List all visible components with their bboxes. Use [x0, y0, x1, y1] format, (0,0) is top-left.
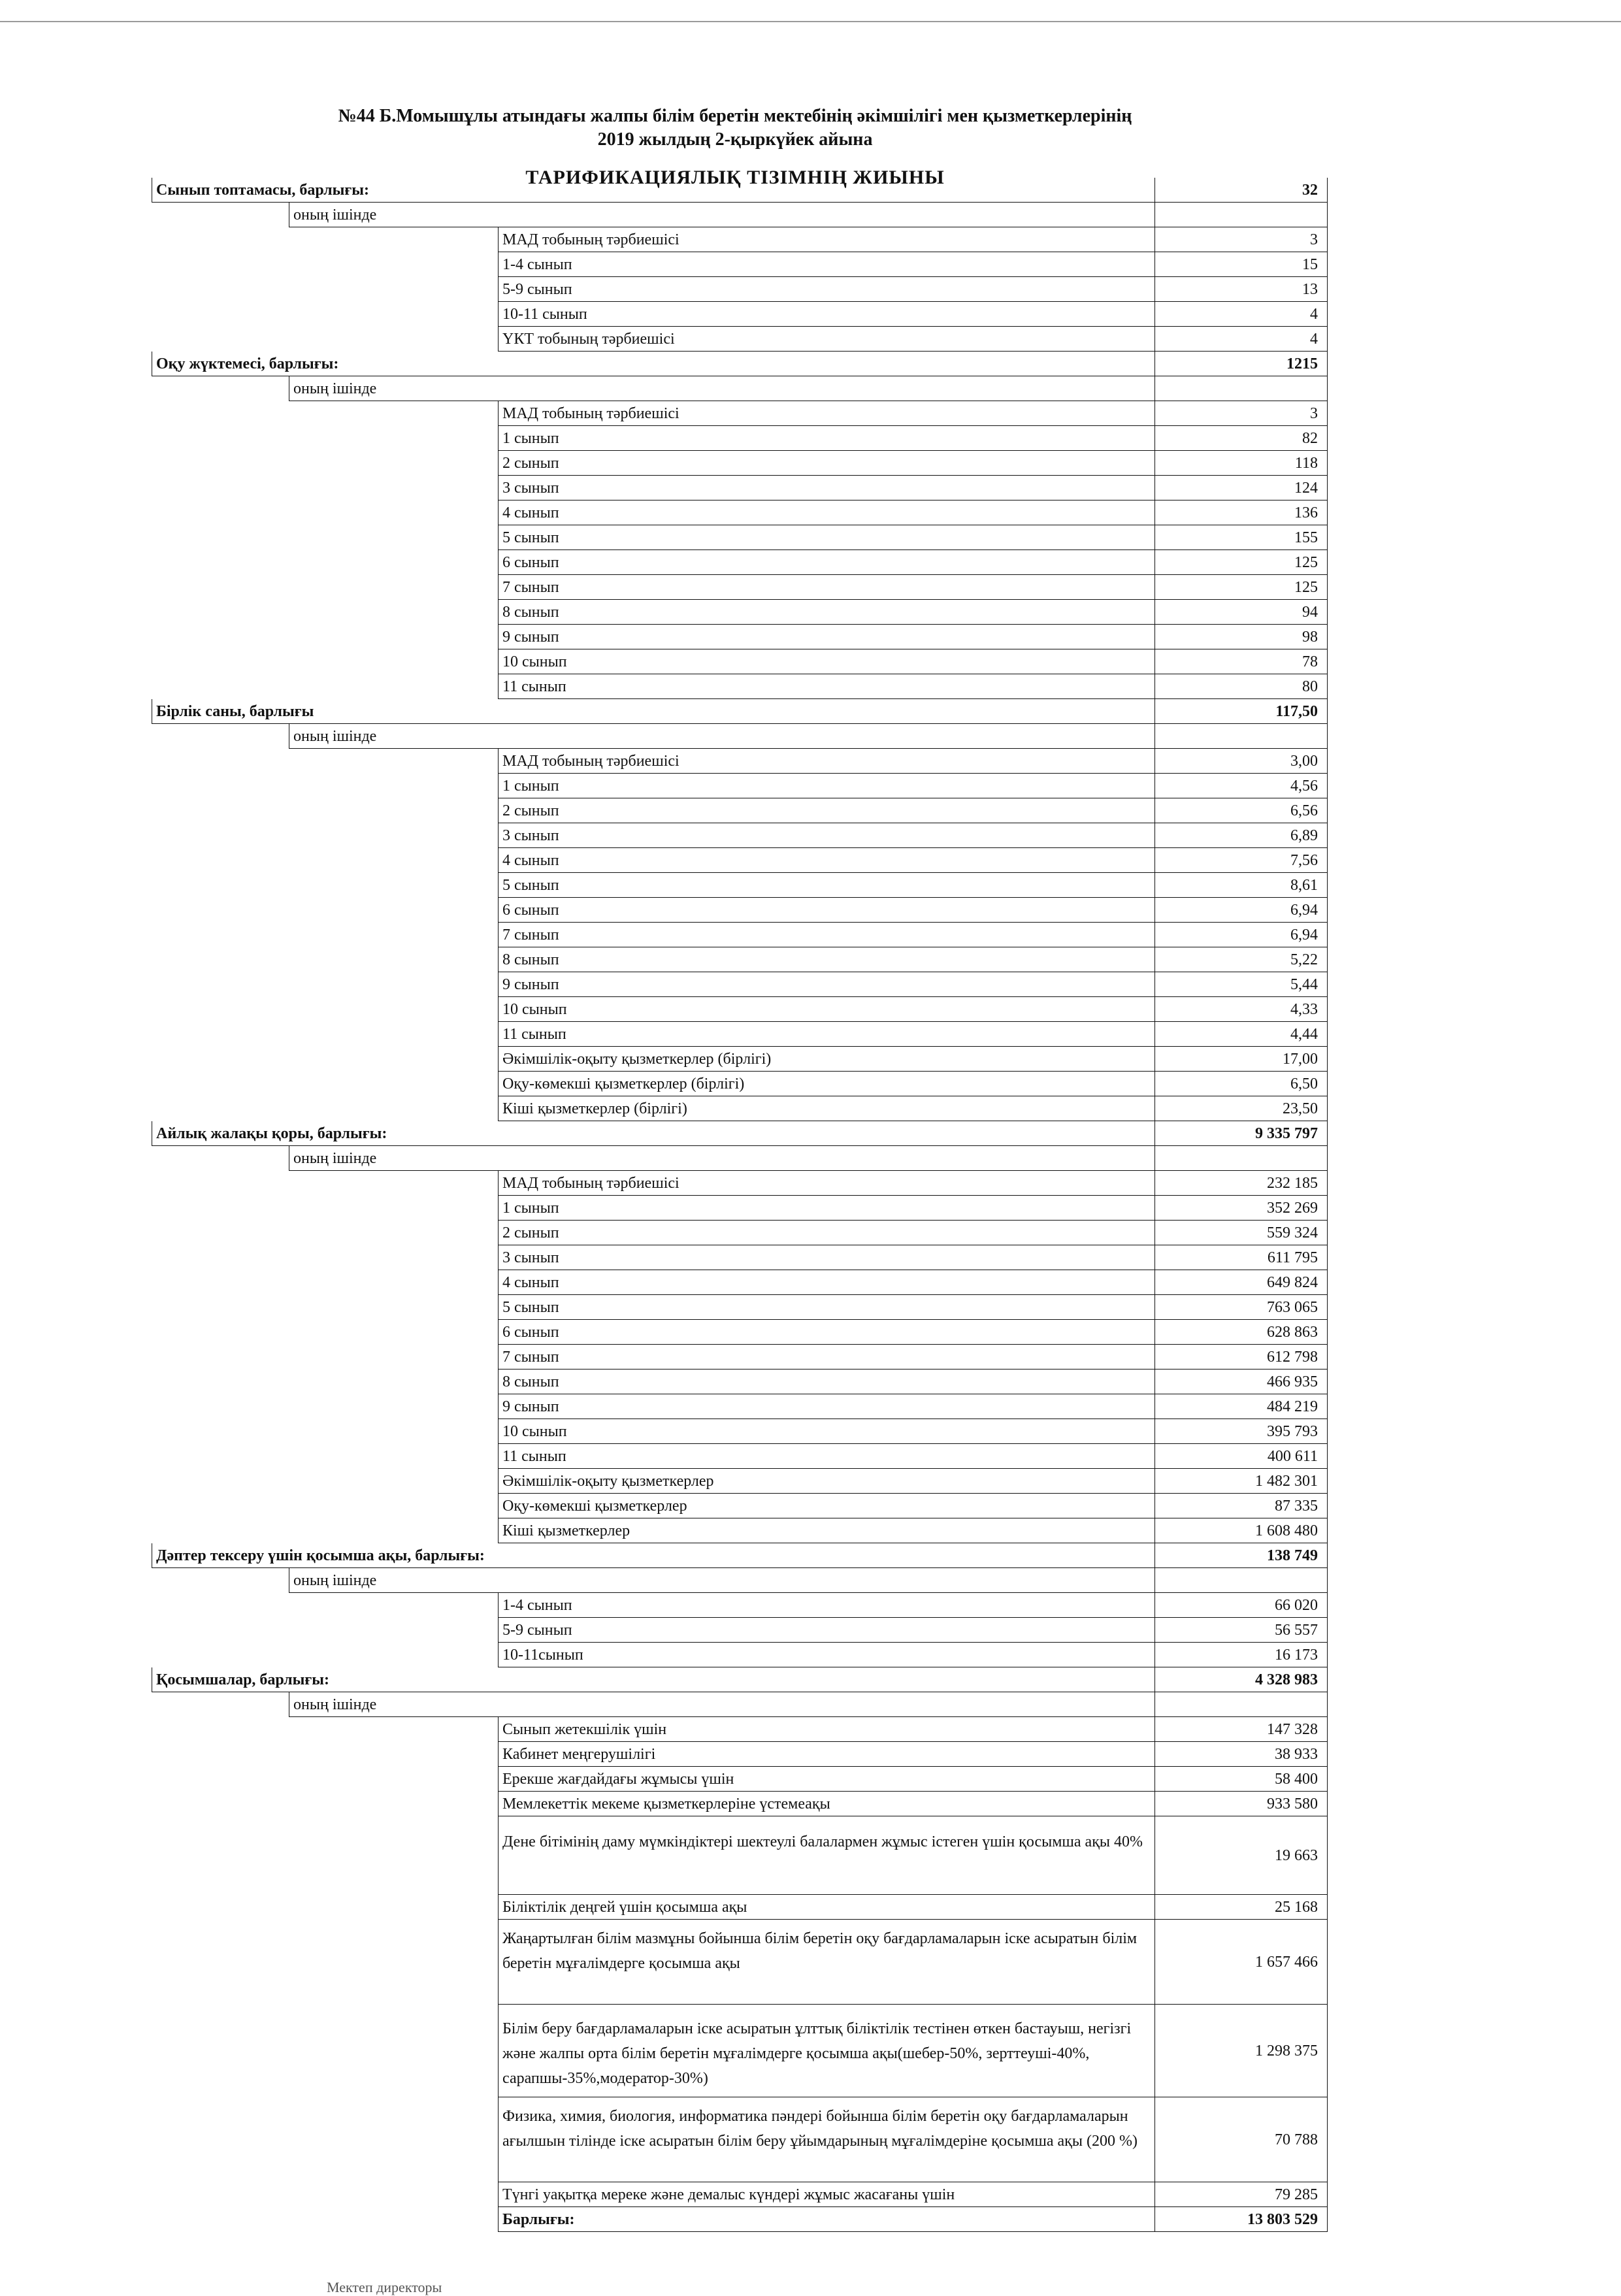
- item-label: 4 сынып: [498, 500, 1154, 525]
- item-label: 1 сынып: [498, 774, 1154, 798]
- section-row: [152, 1667, 1328, 1692]
- item-value: 19 663: [1154, 1816, 1328, 1895]
- item-value: 6,89: [1154, 823, 1328, 848]
- item-label: 9 сынып: [498, 1394, 1154, 1419]
- item-label: Жаңартылған білім мазмұны бойынша білім беретін оқу бағдарламаларын іске асыратын білім беретін мұғалімдерге қосымша ақы: [498, 1920, 1154, 2005]
- table-row: [152, 476, 1328, 500]
- table-row: [152, 1920, 1328, 2005]
- item-label: Оқу-көмекші қызметкерлер (бірлігі): [498, 1072, 1154, 1096]
- item-label: 5-9 сынып: [498, 277, 1154, 302]
- section-total: 9 335 797: [1154, 1121, 1328, 1146]
- item-label: 11 сынып: [498, 1444, 1154, 1469]
- table-row: [152, 2005, 1328, 2097]
- table-row: [152, 1072, 1328, 1096]
- table-row: [152, 1369, 1328, 1394]
- item-value: 611 795: [1154, 1245, 1328, 1270]
- item-value: 13: [1154, 277, 1328, 302]
- item-label: 9 сынып: [498, 972, 1154, 997]
- item-value: 87 335: [1154, 1494, 1328, 1518]
- item-value: 98: [1154, 625, 1328, 649]
- item-value: 395 793: [1154, 1419, 1328, 1444]
- item-label: 2 сынып: [498, 451, 1154, 476]
- section-row: [152, 178, 1328, 203]
- item-label: Дене бітімінің даму мүмкіндіктері шектеулі балалармен жұмыс істеген үшін қосымша ақы 40%: [498, 1816, 1154, 1895]
- item-value: 4: [1154, 327, 1328, 352]
- item-label: Әкімшілік-оқыту қызметкерлер (бірлігі): [498, 1047, 1154, 1072]
- item-label: МАД тобының тәрбиешісі: [498, 401, 1154, 426]
- item-label: Кіші қызметкерлер (бірлігі): [498, 1096, 1154, 1121]
- item-value: 763 065: [1154, 1295, 1328, 1320]
- item-value: 1 657 466: [1154, 1920, 1328, 2005]
- item-label: 10 сынып: [498, 997, 1154, 1022]
- item-label: Әкімшілік-оқыту қызметкерлер: [498, 1469, 1154, 1494]
- item-value: 15: [1154, 252, 1328, 277]
- table-row: [152, 600, 1328, 625]
- item-value: 3,00: [1154, 749, 1328, 774]
- item-value: 155: [1154, 525, 1328, 550]
- item-value: 3: [1154, 401, 1328, 426]
- section-total: 4 328 983: [1154, 1667, 1328, 1692]
- table-row: [152, 1096, 1328, 1121]
- table-row: [152, 401, 1328, 426]
- table-row: [152, 426, 1328, 451]
- item-value: 649 824: [1154, 1270, 1328, 1295]
- item-label: Білім беру бағдарламаларын іске асыратын ұлттық біліктілік тестінен өткен бастауыш, негізгі және жалпы орта білім беретін мұғалімдерге қосымша ақы(шебер-50%, зерттеуші-40%, сарапшы-35%,модератор-30%): [498, 2005, 1154, 2097]
- section-title: Бірлік саны, барлығы: [152, 699, 1154, 724]
- item-label: 9 сынып: [498, 625, 1154, 649]
- item-label: МАД тобының тәрбиешісі: [498, 227, 1154, 252]
- item-label: 8 сынып: [498, 600, 1154, 625]
- item-value: 4,44: [1154, 1022, 1328, 1047]
- item-label: 1 сынып: [498, 426, 1154, 451]
- item-label: 10-11 сынып: [498, 302, 1154, 327]
- item-label: 2 сынып: [498, 1221, 1154, 1245]
- table-row: [152, 1469, 1328, 1494]
- footer-signature-line: Мектеп директоры: [327, 2279, 442, 2295]
- table-row: [152, 749, 1328, 774]
- item-value: 628 863: [1154, 1320, 1328, 1345]
- item-value: 1 482 301: [1154, 1469, 1328, 1494]
- item-label: 5 сынып: [498, 525, 1154, 550]
- item-label: 3 сынып: [498, 476, 1154, 500]
- item-value: 3: [1154, 227, 1328, 252]
- table-row: [152, 923, 1328, 947]
- item-label: 6 сынып: [498, 1320, 1154, 1345]
- item-value: 70 788: [1154, 2097, 1328, 2182]
- item-label: 10 сынып: [498, 1419, 1154, 1444]
- item-value: 94: [1154, 600, 1328, 625]
- item-value: 17,00: [1154, 1047, 1328, 1072]
- item-label: Кіші қызметкерлер: [498, 1518, 1154, 1543]
- item-value: 124: [1154, 476, 1328, 500]
- table-row: [152, 823, 1328, 848]
- table-row: [152, 500, 1328, 525]
- item-value: 16 173: [1154, 1643, 1328, 1667]
- onyn-row: [152, 724, 1328, 749]
- section-total: 117,50: [1154, 699, 1328, 724]
- table-row: [152, 1643, 1328, 1667]
- item-label: МАД тобының тәрбиешісі: [498, 1171, 1154, 1196]
- item-label: 4 сынып: [498, 1270, 1154, 1295]
- item-label: 11 сынып: [498, 1022, 1154, 1047]
- table-row: [152, 1047, 1328, 1072]
- item-value: 79 285: [1154, 2182, 1328, 2207]
- onyn-label: оның ішінде: [289, 1146, 1154, 1171]
- item-label: 4 сынып: [498, 848, 1154, 873]
- item-label: 11 сынып: [498, 674, 1154, 699]
- onyn-row: [152, 376, 1328, 401]
- item-value: 118: [1154, 451, 1328, 476]
- item-value: 25 168: [1154, 1895, 1328, 1920]
- item-label: 3 сынып: [498, 1245, 1154, 1270]
- item-label: 7 сынып: [498, 575, 1154, 600]
- table-row: [152, 625, 1328, 649]
- item-label: Біліктілік деңгей үшін қосымша ақы: [498, 1895, 1154, 1920]
- item-label: МАД тобының тәрбиешісі: [498, 749, 1154, 774]
- item-label: 5-9 сынып: [498, 1618, 1154, 1643]
- item-value: 352 269: [1154, 1196, 1328, 1221]
- onyn-row: [152, 1568, 1328, 1593]
- value-cell: [1154, 203, 1328, 227]
- table-row: [152, 252, 1328, 277]
- item-label: 5 сынып: [498, 873, 1154, 898]
- item-value: 6,94: [1154, 923, 1328, 947]
- table-row: [152, 525, 1328, 550]
- item-value: 38 933: [1154, 1742, 1328, 1767]
- table-row: [152, 972, 1328, 997]
- item-value: 8,61: [1154, 873, 1328, 898]
- value-cell: [1154, 724, 1328, 749]
- table-row: [152, 302, 1328, 327]
- section-title: Дәптер тексеру үшін қосымша ақы, барлығы:: [152, 1543, 1154, 1568]
- item-value: 4: [1154, 302, 1328, 327]
- onyn-label: оның ішінде: [289, 376, 1154, 401]
- table-row: [152, 1742, 1328, 1767]
- scan-edge-line: [0, 21, 1621, 22]
- item-value: 6,94: [1154, 898, 1328, 923]
- table-row: [152, 1717, 1328, 1742]
- section-total: 138 749: [1154, 1543, 1328, 1568]
- item-label: 8 сынып: [498, 1369, 1154, 1394]
- section-row: [152, 699, 1328, 724]
- value-cell: [1154, 376, 1328, 401]
- table-row: [152, 873, 1328, 898]
- item-value: 56 557: [1154, 1618, 1328, 1643]
- section-row: [152, 1121, 1328, 1146]
- item-value: 23,50: [1154, 1096, 1328, 1121]
- table-row: [152, 277, 1328, 302]
- table-row: [152, 649, 1328, 674]
- table-row: [152, 227, 1328, 252]
- item-value: 66 020: [1154, 1593, 1328, 1618]
- table-row: [152, 1494, 1328, 1518]
- table-row: [152, 1320, 1328, 1345]
- item-value: 466 935: [1154, 1369, 1328, 1394]
- item-value: 400 611: [1154, 1444, 1328, 1469]
- grand-total-label: Барлығы:: [498, 2207, 1154, 2232]
- grand-total-value: 13 803 529: [1154, 2207, 1328, 2232]
- item-value: 4,33: [1154, 997, 1328, 1022]
- table-row: [152, 1022, 1328, 1047]
- table-row: [152, 774, 1328, 798]
- table-row: [152, 1444, 1328, 1469]
- table-row: [152, 2182, 1328, 2207]
- item-value: 125: [1154, 575, 1328, 600]
- item-value: 612 798: [1154, 1345, 1328, 1369]
- item-label: 5 сынып: [498, 1295, 1154, 1320]
- table-row: [152, 2097, 1328, 2182]
- table-row: [152, 798, 1328, 823]
- tariff-table: [152, 178, 1328, 2232]
- item-value: 5,22: [1154, 947, 1328, 972]
- table-row: [152, 1295, 1328, 1320]
- onyn-label: оның ішінде: [289, 1692, 1154, 1717]
- onyn-row: [152, 1146, 1328, 1171]
- item-value: 559 324: [1154, 1221, 1328, 1245]
- table-row: [152, 1270, 1328, 1295]
- item-label: Мемлекеттік мекеме қызметкерлеріне үстемеақы: [498, 1792, 1154, 1816]
- section-row: [152, 352, 1328, 376]
- section-total: 32: [1154, 178, 1328, 203]
- item-value: 82: [1154, 426, 1328, 451]
- item-value: 232 185: [1154, 1171, 1328, 1196]
- item-value: 933 580: [1154, 1792, 1328, 1816]
- item-label: 6 сынып: [498, 550, 1154, 575]
- section-title: Қосымшалар, барлығы:: [152, 1667, 1154, 1692]
- table-row: [152, 1196, 1328, 1221]
- value-cell: [1154, 1146, 1328, 1171]
- item-label: 10-11сынып: [498, 1643, 1154, 1667]
- table-row: [152, 1816, 1328, 1895]
- section-title: Айлық жалақы қоры, барлығы:: [152, 1121, 1154, 1146]
- item-value: 125: [1154, 550, 1328, 575]
- item-value: 58 400: [1154, 1767, 1328, 1792]
- item-value: 1 298 375: [1154, 2005, 1328, 2097]
- section-row: [152, 1543, 1328, 1568]
- item-label: 2 сынып: [498, 798, 1154, 823]
- item-label: Оқу-көмекші қызметкерлер: [498, 1494, 1154, 1518]
- table-row: [152, 674, 1328, 699]
- onyn-label: оның ішінде: [289, 203, 1154, 227]
- table-row: [152, 1593, 1328, 1618]
- table-row: [152, 1518, 1328, 1543]
- table-row: [152, 1895, 1328, 1920]
- item-value: 5,44: [1154, 972, 1328, 997]
- table-row: [152, 1345, 1328, 1369]
- grand-total-row: [152, 2207, 1328, 2232]
- item-label: 7 сынып: [498, 923, 1154, 947]
- item-label: Кабинет меңгерушілігі: [498, 1742, 1154, 1767]
- item-value: 6,50: [1154, 1072, 1328, 1096]
- section-total: 1215: [1154, 352, 1328, 376]
- item-value: 7,56: [1154, 848, 1328, 873]
- onyn-label: оның ішінде: [289, 724, 1154, 749]
- table-row: [152, 1419, 1328, 1444]
- onyn-row: [152, 1692, 1328, 1717]
- table-row: [152, 947, 1328, 972]
- table-row: [152, 1792, 1328, 1816]
- header-line-2: 2019 жылдың 2-қыркүйек айына: [597, 129, 873, 150]
- table-row: [152, 1221, 1328, 1245]
- header-line-1: №44 Б.Момышұлы атындағы жалпы білім беретін мектебінің әкімшілігі мен қызметкерлерінің: [338, 106, 1132, 126]
- item-value: 78: [1154, 649, 1328, 674]
- item-label: 7 сынып: [498, 1345, 1154, 1369]
- item-label: 1-4 сынып: [498, 1593, 1154, 1618]
- item-value: 6,56: [1154, 798, 1328, 823]
- document-title: ТАРИФИКАЦИЯЛЫҚ ТІЗІМНІҢ ЖИЫНЫ: [525, 167, 945, 188]
- value-cell: [1154, 1692, 1328, 1717]
- table-row: [152, 1394, 1328, 1419]
- value-cell: [1154, 1568, 1328, 1593]
- table-row: [152, 550, 1328, 575]
- item-value: 147 328: [1154, 1717, 1328, 1742]
- item-value: 484 219: [1154, 1394, 1328, 1419]
- item-label: 1-4 сынып: [498, 252, 1154, 277]
- table-row: [152, 898, 1328, 923]
- onyn-label: оның ішінде: [289, 1568, 1154, 1593]
- table-row: [152, 997, 1328, 1022]
- table-row: [152, 451, 1328, 476]
- item-label: Түнгі уақытқа мереке және демалыс күндері жұмыс жасағаны үшін: [498, 2182, 1154, 2207]
- table-row: [152, 1245, 1328, 1270]
- item-label: 6 сынып: [498, 898, 1154, 923]
- item-label: Физика, химия, биология, информатика пәндері бойынша білім беретін оқу бағдарламаларын ағылшын тілінде іске асыратын білім беру ұйымдарының мұғалімдеріне қосымша ақы (200 %): [498, 2097, 1154, 2182]
- item-label: ҮКТ тобының тәрбиешісі: [498, 327, 1154, 352]
- section-title: Сынып топтамасы, барлығы:: [152, 178, 1154, 203]
- onyn-row: [152, 203, 1328, 227]
- item-label: Ерекше жағдайдағы жұмысы үшін: [498, 1767, 1154, 1792]
- item-value: 136: [1154, 500, 1328, 525]
- table-row: [152, 1767, 1328, 1792]
- item-label: Сынып жетекшілік үшін: [498, 1717, 1154, 1742]
- table-row: [152, 848, 1328, 873]
- table-row: [152, 1618, 1328, 1643]
- item-value: 1 608 480: [1154, 1518, 1328, 1543]
- item-value: 4,56: [1154, 774, 1328, 798]
- item-label: 8 сынып: [498, 947, 1154, 972]
- section-title: Оқу жүктемесі, барлығы:: [152, 352, 1154, 376]
- item-label: 1 сынып: [498, 1196, 1154, 1221]
- table-row: [152, 575, 1328, 600]
- item-label: 10 сынып: [498, 649, 1154, 674]
- item-value: 80: [1154, 674, 1328, 699]
- table-row: [152, 327, 1328, 352]
- table-row: [152, 1171, 1328, 1196]
- item-label: 3 сынып: [498, 823, 1154, 848]
